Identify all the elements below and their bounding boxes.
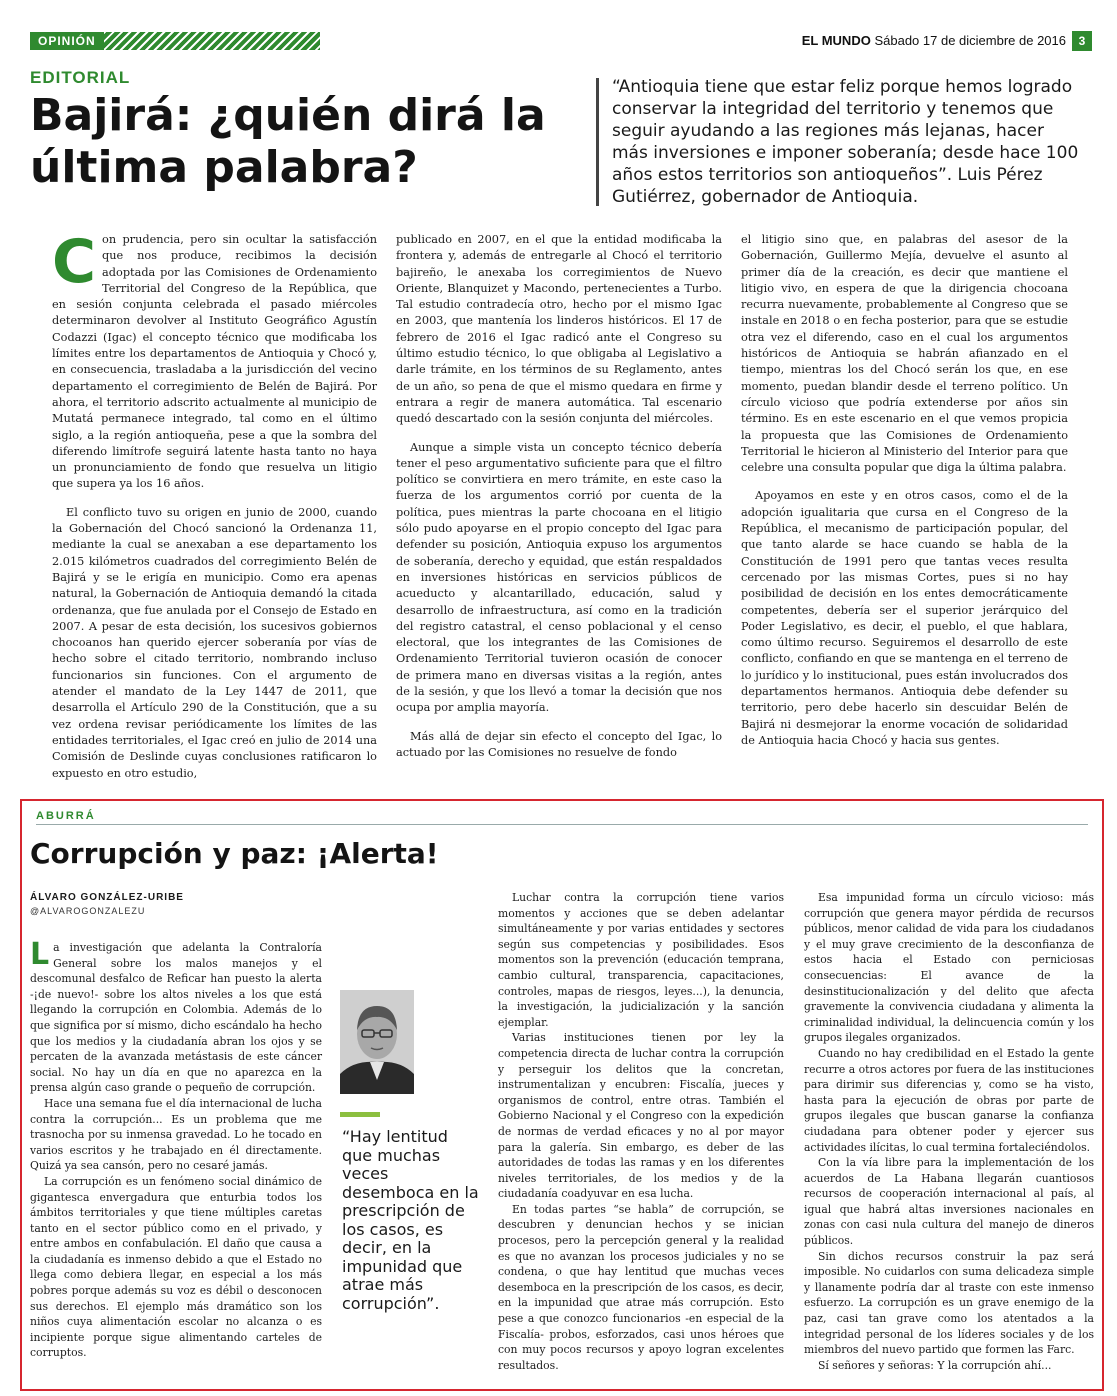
paragraph: Varias instituciones tienen por ley la competencia directa de luchar contra la corrupción y perseguir los delitos que la concretan, instrumentalizan y encubren: Fiscalía, jueces y organismos de control, entre otras. También el Gobierno Nacional y el Congreso con la expedición de normas de verdad eficaces y no al por mayor para la galería. Sin embargo, es deber de las autoridades de todas las ramas y en los diferentes niveles territoriales, de los medios y de la ciudadanía coadyuvar en esa lucha.: [498, 1031, 784, 1201]
column-pullquote: “Hay lentitud que muchas veces desemboca en la prescripción de los casos, es decir, en la impunidad que atrae más corrupción”.: [342, 1127, 479, 1313]
editorial-headline: Bajirá: ¿quién dirá la última palabra?: [30, 90, 546, 193]
column-article-col-2: [498, 890, 784, 1373]
paragraph: Cuando no hay credibilidad en el Estado la gente recurre a otros actores por fuera de las instituciones para dirimir sus diferencias y, como se ha visto, hasta para la ejecución de obras por parte de grupos ilegales que buscan ganarse la confianza ciudadana para obtener poder y ejercer sus actividades ilícitas, lo cual termina fortaleciéndolos.: [804, 1046, 1094, 1154]
editorial-column-3: [741, 232, 1068, 761]
dropcap: C: [52, 227, 97, 297]
paragraph: Hace una semana fue el día internacional de lucha contra la corrupción... Es un problema que me trasnocha por su inmensa gravedad. Lo he tocado en varios escritos y he trabajado en él directamente. Quizá ya sea cansón, pero no cesaré jamás.: [30, 1096, 322, 1173]
paragraph: Más allá de dejar sin efecto el concepto del Igac, lo actuado por las Comisiones no resuelve de fondo: [396, 729, 722, 759]
paragraph: La corrupción es un fenómeno social dinámico de gigantesca envergadura que enturbia todos los ámbitos territoriales y que tiene múltiples caretas tanto en el sector público como en el privado, y entre ambos en confabulación. El daño que causa a la ciudadanía es inmenso debido a que el Estado no llega como debiera llegar, en especial a los más pobres porque además su voz es débil o desconocen sus derechos. El ejemplo más dramático son los niños cuya alimentación escolar no alcanza o es incipiente porque sigue alimentando carteles de corruptos.: [30, 1174, 322, 1360]
paragraph: Con la vía libre para la implementación de los acuerdos de La Habana llegarán cuantiosos recursos de cooperación internacional al país, al igual que habrá altas inversiones nacionales en zonas con casi nula cultura del manejo de dineros públicos.: [804, 1156, 1094, 1248]
author-portrait-icon: [340, 990, 414, 1094]
paragraph: Luchar contra la corrupción tiene varios momentos y acciones que se deben adelantar simultáneamente y por varias entidades y sectores según sus competencias y posibilidades. Esos momentos son la prevención (educación temprana, cambio cultural, transparencia, capacitaciones, controles, mapas de riesgos, leyes...), la denuncia, la investigación, la judicialización y la sanción ejemplar.: [498, 891, 784, 1029]
issue-date: Sábado 17 de diciembre de 2016: [874, 33, 1066, 48]
paragraph: Sí señores y señoras: Y la corrupción ahí...: [818, 1358, 1052, 1372]
column-article-col-3: [804, 890, 1094, 1373]
newspaper-name: EL MUNDO: [801, 33, 871, 48]
column-headline: Corrupción y paz: ¡Alerta!: [30, 837, 439, 870]
masthead: [760, 32, 1066, 50]
paragraph: La investigación que adelanta la Contraloría General sobre los malos manejos y el descomunal desfalco de Reficar han puesto la alerta -¡de nuevo!- sobre los altos niveles a los que está llegando la corrupción en Colombia. Además de lo que significa por sí mismo, dicho escándalo ha hecho que los medios y la ciudadanía abran los ojos y se percaten de la avanzada metástasis de este cáncer social. No hay un día en que no aparezca en la prensa algún caso grande o pequeño de corrupción.: [30, 937, 322, 1095]
column-section-label: ABURRÁ: [36, 810, 96, 822]
paragraph: Con prudencia, pero sin ocultar la satisfacción que nos produce, recibimos la decisión adoptada por las Comisiones de Ordenamiento Territorial del Congreso de la República, que en sesión conjunta celebrada el pasado miércoles determinaron devolver al Instituto Geográfico Agustín Codazzi (Igac) el concepto técnico que modificaba los límites entre los departamentos de Antioquia y Chocó y, en consecuencia, trasladaba a la jurisdicción del vecino departamento el corregimiento de Belén de Bajirá. Por ahora, el territorio adscrito actualmente al municipio de Mutatá permanece integrado, tal como en el último siglo, a la región antioqueña, pese a que la sombra del diferendo limítrofe seguirá latente hasta tanto no haya un pronunciamiento de fondo que resuelva un litigio que supera ya los 16 años.: [52, 227, 377, 491]
pullquote-accent: [340, 1112, 380, 1117]
author-handle: @ALVAROGONZALEZU: [30, 906, 146, 916]
column-article-col-1: [30, 937, 322, 1361]
paragraph: Apoyamos en este y en otros casos, como el de la adopción igualitaria que cursa en el Congreso de la República, el mecanismo de participación popular, del que tanto alarde se hace cuando se habla de la Constitución de 1991 pero que tantas veces resulta cercenado por las mismas Cortes, pues si no hay posibilidad de decisión en los entes democráticamente competentes, debería ser el superior jerárquico del Poder Legislativo, es decir, el pueblo, el que hablara, como último recurso. Seguiremos el desarrollo de este conflicto, confiando en que se mantenga en el terreno de lo jurídico y lo institucional, pues están involucrados dos departamentos hermanos. Antioquia debe defender su territorio, pero debe hacerlo sin descuidar Belén de Bajirá ni desmejorar la enorme vocación de solidaridad de Antioquia hacia Chocó y hacia sus gentes.: [741, 489, 1068, 747]
author-name: ÁLVARO GONZÁLEZ-URIBE: [30, 892, 184, 903]
paragraph: Aunque a simple vista un concepto técnico debería tener el peso argumentativo suficiente para que el filtro político se convirtiera en mero trámite, en este caso la fuerza de los argumentos corrió por cuenta de la política, pues mientras la parte chocoana en el litigio sólo pudo apoyarse en el propio concepto del Igac para defender su posición, Antioquia expuso los argumentos de soberanía, derecho y equidad, que están respaldados en inversiones históricas en servicios públicos de acueducto y alcantarillado, educación, salud y desarrollo de infraestructura, así como en la tradición del registro catastral, el censo poblacional y el censo electoral, que los integrantes de las Comisiones de Ordenamiento Territorial tuvieron ocasión de conocer de primera mano en diversas visitas a la región, antes de la sesión, y que los llevó a tomar la decisión que nos ocupa por amplia mayoría.: [396, 440, 722, 715]
paragraph: Esa impunidad forma un círculo vicioso: más corrupción que genera mayor pérdida de recursos públicos, menor calidad de vida para los ciudadanos y el muy grave crecimiento de la desconfianza de estos hacia el Estado con perniciosas consecuencias: El avance de la desinstitucionalización y del delito que afecta gravemente la convivencia ciudadana y alimenta la criminalidad individual, la delincuencia común y los grupos ilegales organizados.: [804, 891, 1094, 1045]
editorial-column-2: [396, 232, 722, 773]
author-photo: [340, 990, 414, 1094]
paragraph: publicado en 2007, en el que la entidad modificaba la frontera y, además de entregarle al Chocó el territorio bajireño, le anexaba los corregimientos de Nuevo Oriente, Blanquizet y Macondo, pertenecientes a Turbo. Tal estudio contradecía otro, hecho por el mismo Igac en 2003, que mantenía los linderos históricos. El 17 de febrero de 2016 el Igac radicó ante el Congreso su último estudio técnico, lo que obligaba al Legislativo a darle trámite, en los términos de su Reglamento, antes de un año, so pena de que el mismo quedara en firme y entrara a regir de manera automática. Tal escenario quedó descartado con la sesión conjunta del miércoles.: [396, 233, 722, 426]
dropcap: L: [30, 937, 50, 972]
paragraph: el litigio sino que, en palabras del asesor de la Gobernación, Guillermo Mejía, devuelve el asunto al primer día de la creación, es decir que mantiene el litigio vivo, en espera de que la dirigencia chocoana recurra nuevamente, probablemente al Congreso que se instale en 2018 o en fecha posterior, para que se estudie otra vez el diferendo, caso en el cual los argumentos históricos de Antioquia se habrán afianzado en el tiempo, mientras los del Chocó serán los que, en ese momento, puedan blandir desde el terreno político. Un círculo vicioso que podría extenderse por años sin término. Es en este escenario en el que vemos propicia la propuesta que las Comisiones de Ordenamiento Territorial le hicieron al Ministerio del Interior para que celebre una consulta popular que diga la última palabra.: [741, 233, 1068, 475]
quote-divider: [596, 78, 599, 206]
paragraph: El conflicto tuvo su origen en junio de 2000, cuando la Gobernación del Chocó sancionó la Ordenanza 11, mediante la cual se anexaban a ese departamento los 2.015 kilómetros cuadrados del corregimiento Belén de Bajirá y se le erigía en municipio. Como era apenas natural, la Gobernación de Antioquia demandó la citada ordenanza, que fue anulada por el Consejo de Estado en 2007. A pesar de esta decisión, los sucesivos gobiernos chocoanos han querido ejercer soberanía por vías de hecho sobre el citado territorio, nombrando incluso funcionarios sin funciones. Con el argumento de atender el mandato de la Ley 1447 de 2011, que desarrolla el Artículo 290 de la Constitución, que a su vez ordena revisar periódicamente los límites de las entidades territoriales, el Igac creó en julio de 2014 una Comisión de Deslinde cuyas conclusiones ratificaron lo expuesto en otro estudio,: [52, 505, 377, 780]
editorial-column-1: [52, 227, 377, 794]
paragraph: En todas partes “se habla” de corrupción, se descubren y denuncian hechos y se inician procesos, pero la percepción general y la realidad es que no avanzan los procesos judiciales y no se condena, o que hay lentitud que muchas veces desemboca en la prescripción de los casos, es decir, en la impunidad que atrae más corrupción. Esto pese a que conozco funcionarios -en especial de la Fiscalía- probos, esforzados, casi unos héroes que con muy pocos recursos y apoyo logran excelentes resultados.: [498, 1202, 784, 1372]
section-label: OPINIÓN: [30, 32, 104, 50]
editorial-kicker: EDITORIAL: [30, 68, 131, 87]
section-rule: [36, 824, 1088, 825]
paragraph: Sin dichos recursos construir la paz será imposible. No cuidarlos con suma delicadeza simple y llanamente podría dar al traste con este inmenso esfuerzo. La corrupción es un grave enemigo de la paz, casi tan grave como los atentados a la integridad personal de los líderes sociales y de los miembros del nuevo partido que formen las Farc.: [804, 1249, 1094, 1357]
page-number: 3: [1072, 31, 1092, 51]
editorial-pullquote: “Antioquia tiene que estar feliz porque hemos logrado conservar la integridad del territorio y tenemos que seguir ayudando a las regiones más lejanas, hacer más inversiones e imponer soberanía; desde hace 100 años estos territorios son antioqueños”. Luis Pérez Gutiérrez, gobernador de Antioquia.: [612, 77, 1079, 207]
